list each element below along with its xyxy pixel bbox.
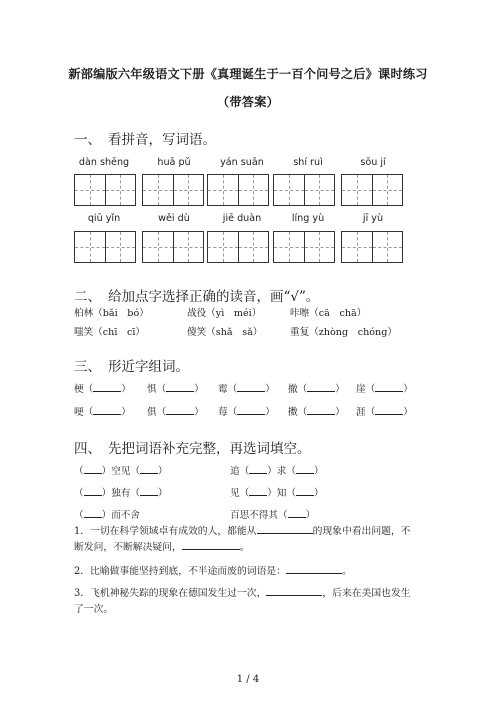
idiom-item: 百思不得其（ ） [230,510,316,521]
reading-choice[interactable]: 战役（yì méi） [187,308,262,319]
answer-blank[interactable] [140,473,158,474]
idiom-item: （ ）独有（ ） [74,488,168,499]
answer-blank[interactable] [296,495,314,496]
answer-blank[interactable] [182,549,240,550]
reading-choice[interactable]: 重复（zhòng chóng） [290,327,397,338]
word-item: 俱（ ） [147,407,204,418]
answer-blank[interactable] [93,414,121,415]
pinyin: dàn shēng [78,157,130,168]
answer-blank[interactable] [266,595,322,596]
answer-blank[interactable] [286,573,342,574]
pinyin: wěi dù [158,213,190,224]
pinyin: sōu jí [360,157,386,168]
title-line-2: （带答案） [217,95,279,109]
answer-blank[interactable] [288,517,306,518]
section-1-heading: 一、 看拼音，写词语。 [74,132,216,148]
writing-box[interactable] [74,174,136,206]
answer-blank[interactable] [296,473,314,474]
answer-blank[interactable] [237,391,265,392]
answer-blank[interactable] [166,414,194,415]
pinyin: qiū yǐn [87,213,121,224]
pinyin: shí ruì [293,157,323,168]
section-4-heading: 四、 先把词语补充完整，再选词填空。 [74,441,311,457]
pinyin: yán suān [220,157,264,168]
answer-blank[interactable] [237,414,265,415]
idiom-item: （ ）而不舍 [74,510,140,521]
page-number: 1 / 4 [236,674,260,685]
word-item: 霉（ ） [218,384,275,395]
answer-blank[interactable] [307,391,335,392]
writing-box[interactable] [74,231,136,263]
word-item: 撤（ ） [288,384,345,395]
pinyin: jiē duàn [222,213,262,224]
writing-box[interactable] [273,231,335,263]
writing-box[interactable] [341,174,403,206]
answer-blank[interactable] [84,517,102,518]
writing-box[interactable] [341,231,403,263]
answer-blank[interactable] [249,495,267,496]
reading-choice[interactable]: 嗤笑（chī cī） [74,327,146,338]
answer-blank[interactable] [375,414,403,415]
reading-choice[interactable]: 傻笑（shǎ sǎ） [187,327,263,338]
answer-blank[interactable] [249,473,267,474]
pinyin: líng yù [291,213,325,224]
word-item: 梗（ ） [74,384,131,395]
word-item: 惧（ ） [147,384,204,395]
idiom-item: 见（ ）知（ ） [230,488,324,499]
word-item: 涯（ ） [356,407,413,418]
title-line-1: 新部编版六年级语文下册《真理诞生于一百个问号之后》课时练习 [68,67,428,81]
word-item: 擞（ ） [288,407,345,418]
answer-blank[interactable] [307,414,335,415]
answer-blank[interactable] [375,391,403,392]
writing-box[interactable] [142,174,204,206]
answer-blank[interactable] [93,391,121,392]
pinyin: jī yù [362,213,384,224]
writing-box[interactable] [273,174,335,206]
word-item: 崖（ ） [356,384,413,395]
answer-blank[interactable] [84,495,102,496]
answer-blank[interactable] [257,533,313,534]
idiom-item: 追（ ）求（ ） [230,466,324,477]
question-3: 3．飞机神秘失踪的现象在德国发生过一次， ，后来在美国也发生 了一次。 [74,588,411,615]
reading-choice[interactable]: 柏林（bǎi bó） [74,308,149,319]
idiom-item: （ ）空见（ ） [74,466,168,477]
writing-box[interactable] [207,174,269,206]
reading-choice[interactable]: 咔嚓（cā chā） [290,308,367,319]
question-2: 2．比喻做事能坚持到底，不半途而废的词语是： 。 [74,566,352,577]
word-item: 莓（ ） [218,407,275,418]
pinyin: huā pǔ [157,157,191,168]
writing-box[interactable] [142,231,204,263]
word-item: 哽（ ） [74,407,131,418]
writing-box[interactable] [207,231,269,263]
answer-blank[interactable] [140,495,158,496]
section-3-heading: 三、 形近字组词。 [74,359,189,375]
section-2-heading: 二、 给加点字选择正确的读音，画“√”。 [74,289,320,305]
answer-blank[interactable] [84,473,102,474]
question-1: 1．一切在科学领域卓有成效的人，都能从 的现象中看出问题，不 断发问，不断解决疑问， 。 [74,526,411,553]
answer-blank[interactable] [166,391,194,392]
